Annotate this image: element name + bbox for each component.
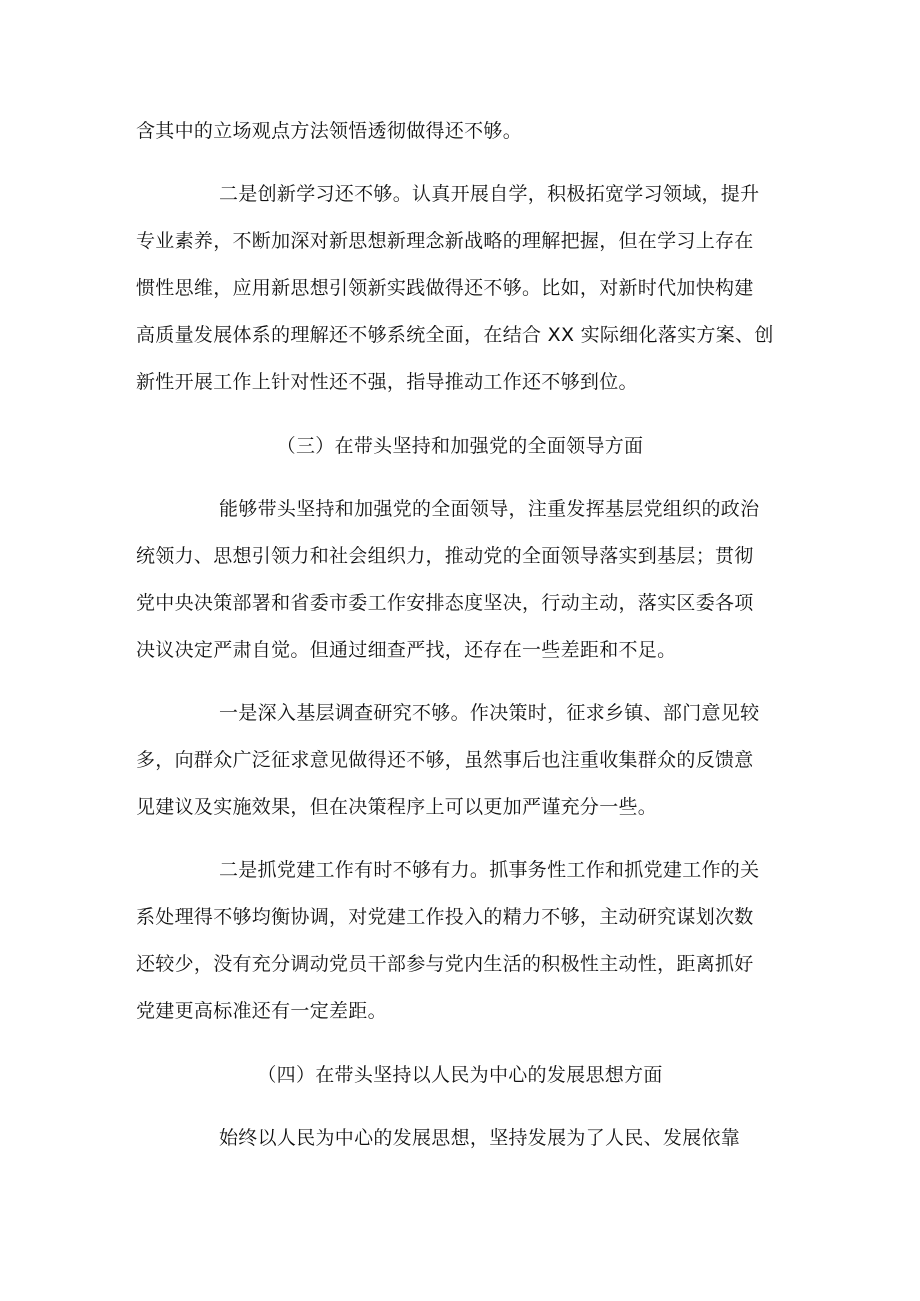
text-line: 惯性思维，应用新思想引领新实践做得还不够。比如，对新时代加快构建 [136,277,754,299]
text-line: 党中央决策部署和省委市委工作安排态度坚决，行动主动，落实区委各项 [136,592,754,614]
text-line: 能够带头坚持和加强党的全面领导，注重发挥基层党组织的政治 [219,498,760,520]
text-line: 新性开展工作上针对性还不强，指导推动工作还不够到位。 [136,371,638,393]
text-line: 始终以人民为中心的发展思想，坚持发展为了人民、发展依靠 [219,1127,741,1149]
text-line: 二是创新学习还不够。认真开展自学，积极拓宽学习领域，提升 [219,183,760,205]
text-line: 一是深入基层调查研究不够。作决策时，征求乡镇、部门意见较 [219,702,760,724]
section-heading: （三）在带头坚持和加强党的全面领导方面 [276,435,644,457]
text-line: 见建议及实施效果，但在决策程序上可以更加严谨充分一些。 [136,796,658,818]
text-line: 系处理得不够均衡协调，对党建工作投入的精力不够，主动研究谋划次数 [136,906,754,928]
text-line: 二是抓党建工作有时不够有力。抓事务性工作和抓党建工作的关 [219,859,760,881]
text-line: 决议决定严肃自觉。但通过细查严找，还存在一些差距和不足。 [136,639,677,661]
text-line: 高质量发展体系的理解还不够系统全面，在结合 XX 实际细化落实方案、创 [136,324,774,346]
text-line: 党建更高标准还有一定差距。 [136,1000,387,1022]
text-line: 多，向群众广泛征求意见做得还不够，虽然事后也注重收集群众的反馈意 [136,749,754,771]
text-line: 含其中的立场观点方法领悟透彻做得还不够。 [136,120,523,142]
text-line: 还较少，没有充分调动党员干部参与党内生活的积极性主动性，距离抓好 [136,953,754,975]
text-line: 统领力、思想引领力和社会组织力，推动党的全面领导落实到基层；贯彻 [136,545,754,567]
text-line: 专业素养，不断加深对新思想新理念新战略的理解把握，但在学习上存在 [136,230,754,252]
section-heading: （四）在带头坚持以人民为中心的发展思想方面 [257,1064,663,1086]
